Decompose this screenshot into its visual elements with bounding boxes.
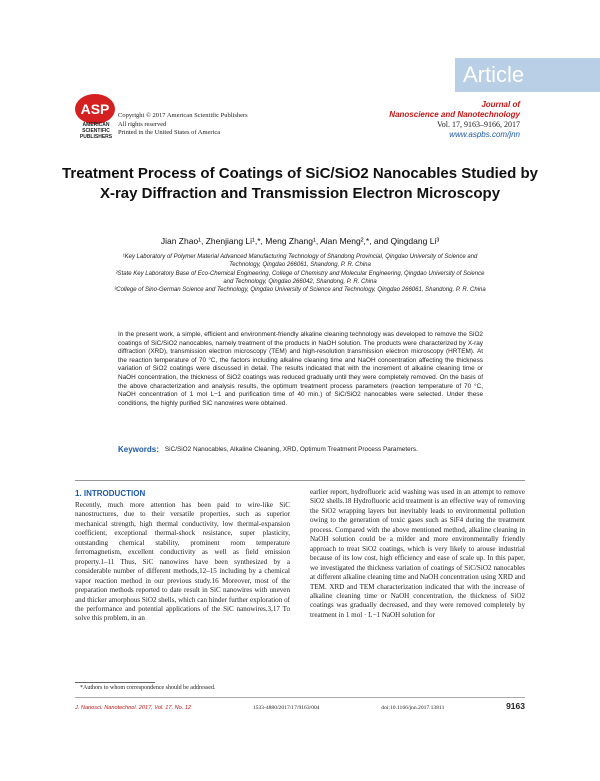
abstract: In the present work, a simple, efficient and environment-friendly alkaline cleaning technology was developed to remove the SiO2 coatings of SiC/SiO2 nanocables, namely treatment of the products in NaOH solution. The products were characterized by X-ray diffraction (XRD), transmission electron microscopy (TEM) and high-resolution transmission electron microscopy (HRTEM). At the reaction temperature of 70 °C, the factors including alkaline cleaning time and NaOH concentration affecting the thickness variation of SiO2 coatings were discussed in detail. The results indicated that with the increment of alkaline cleaning time or NaOH concentration, the thickness of SiO2 coatings was reduced gradually until they were completely removed. On the basis of the above characterization and analysis results, the optimum treatment process parameters (reaction temperature of 70 °C, NaOH concentration of 1 mol L−1 and purification time of 40 min.) of SiC/SiO2 nanocables were selected. Under these conditions, the highly purified SiC nanowires were obtained. — [118, 331, 483, 407]
page-footer — [75, 701, 525, 711]
article-type-tab: Article — [455, 58, 600, 92]
body-column-left: Recently, much more attention has been paid to wire-like SiC nanostructures, due to their versatile properties, such as superior mechanical strength, high thermal conductivity, low thermal-expansion coefficient, exceptional thermal-shock resistance, super plasticity, outstanding chemical stability, prominent room temperature ferromagnetism, excellent conductivity as well as field emission property.1–11 Thus, SiC nanowires have been synthesized by a considerable number of different methods,12–15 including by a chemical vapor reaction method in our previous study.16 Moreover, most of the preparation methods reported to date result in SiC nanowires with uneven and thicker amorphous SiO2 shells, which can hinder further exploration of the performance and potential applications of the SiC nanowires.3,17 To solve this problem, in an — [75, 501, 290, 623]
copyright-line: Copyright © 2017 American Scientific Publishers — [118, 112, 248, 119]
printed-line: Printed in the United States of America — [118, 129, 221, 136]
section-heading: 1. INTRODUCTION — [75, 489, 146, 498]
affiliation-1: ¹Key Laboratory of Polymer Material Advanced Manufacturing Technology of Shandong Provincial, Qingdao University of Science and Technology, Qingdao 266061, Shandong, P. R. China — [122, 254, 478, 269]
affiliations — [110, 253, 490, 294]
footnote-divider — [75, 682, 155, 683]
footer-issn: 1533-4880/2017/17/9163/004 — [252, 705, 320, 711]
keywords — [118, 446, 483, 455]
logo-text: ASP — [80, 101, 110, 117]
journal-name-line2: Nanoscience and Nanotechnology — [389, 110, 520, 119]
affiliation-2: ²State Key Laboratory Base of Eco-Chemical Engineering, College of Chemistry and Molecular Engineering, Qingdao University of Science and Technology, Qingdao 266042, Shandong, P. R. China — [115, 270, 485, 285]
keywords-text: SiC/SiO2 Nanocables, Alkaline Cleaning, XRD, Optimum Treatment Process Parameters. — [164, 446, 418, 453]
author-list: Jian Zhao¹, Zhenjiang Li¹,*, Meng Zhang¹, Alan Meng²,*, and Qingdang Li³ — [160, 236, 440, 246]
page-number: 9163 — [506, 701, 525, 711]
section-divider — [75, 480, 525, 481]
footnote: *Authors to whom correspondence should be addressed. — [80, 685, 216, 691]
publisher-name: AMERICAN SCIENTIFIC PUBLISHERS — [79, 122, 113, 140]
footer-journal-ref: J. Nanosci. Nanotechnol. 2017, Vol. 17, No. 12 — [75, 705, 192, 711]
journal-url[interactable]: www.aspbs.com/jnn — [449, 130, 520, 139]
rights-line: All rights reserved — [118, 120, 167, 128]
publication-info — [118, 112, 248, 138]
paper-title: Treatment Process of Coatings of SiC/SiO2 Nanocables Studied by X-ray Diffraction and Transmission Electron Microscopy — [62, 165, 538, 202]
body-column-right: earlier report, hydrofluoric acid washing was used in an attempt to remove SiO2 shells.18 Hydrofluoric acid treatment is an effective way of removing the SiO2 wrapping layers but inevitably leads to environmental pollution owing to the generation of toxic gases such as SiF4 during the treatment process. Compared with the above mentioned method, alkaline cleaning in NaOH solution could be a milder and more environmentally friendly approach to treat SiO2 coatings, which is very likely to arouse industrial because of its low cost, high efficiency and ease of scale up. In this paper, we investigated the thickness variation of coatings of SiC/SiO2 nanocables at different alkaline cleaning time and NaOH concentration using XRD and TEM. XRD and TEM characterization indicated that with the increase of alkaline cleaning time or NaOH concentration, the thickness of SiO2 coatings was gradually decreased, and they were removed completely by treatment in 1 mol · L−1 NaOH solution for — [310, 488, 525, 619]
footer-doi[interactable]: doi:10.1166/jnn.2017.13811 — [381, 705, 445, 711]
journal-info — [320, 100, 520, 140]
journal-name-line1: Journal of — [481, 100, 520, 109]
journal-volume: Vol. 17, 9163–9166, 2017 — [437, 120, 520, 129]
keywords-label: Keywords: — [118, 445, 159, 454]
affiliation-3: ³College of Sino-German Science and Technology, Qingdao University of Science and Technology, Qingdao 266061, Shandong, P. R. China — [114, 287, 486, 294]
footer-divider — [75, 697, 525, 698]
